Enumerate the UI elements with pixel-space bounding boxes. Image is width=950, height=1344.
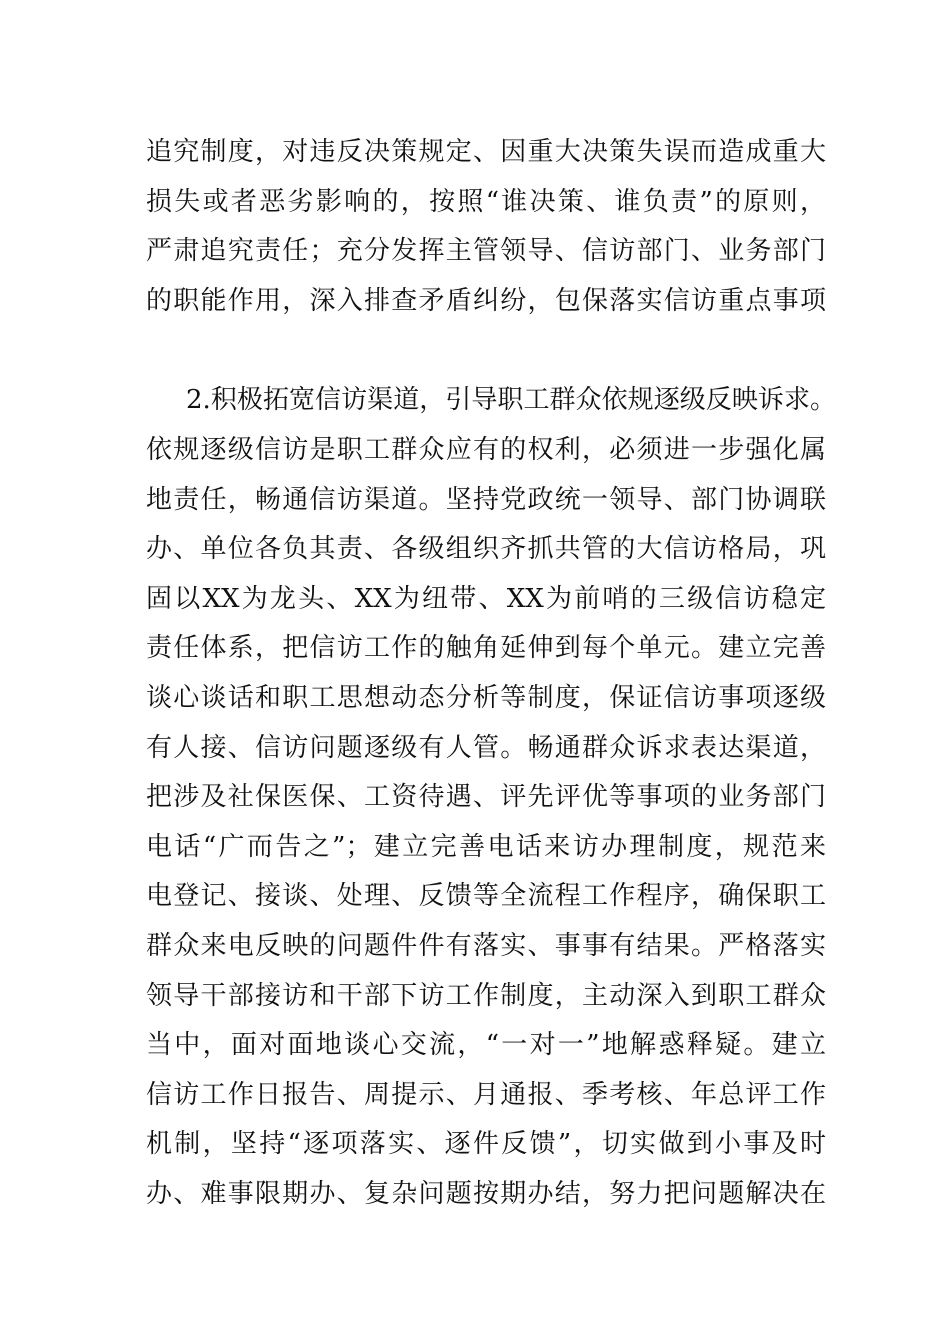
paragraph-2-line-14: 当中，面对面地谈心交流，“一对一”地解惑释疑。建立 xyxy=(146,1030,826,1060)
paragraph-2-line-17: 办、难事限期办、复杂问题按期办结，努力把问题解决在 xyxy=(146,1179,826,1209)
paragraph-2-line-12: 群众来电反映的问题件件有落实、事事有结果。严格落实 xyxy=(146,931,826,961)
paragraph-2-heading-line: 2.积极拓宽信访渠道，引导职工群众依规逐级反映诉求。 xyxy=(186,385,836,415)
paragraph-2-line-13: 领导干部接访和干部下访工作制度，主动深入到职工群众 xyxy=(146,981,826,1011)
paragraph-2-line-4: 办、单位各负其责、各级组织齐抓共管的大信访格局，巩 xyxy=(146,534,826,564)
paragraph-1-line-2: 损失或者恶劣影响的，按照“谁决策、谁负责”的原则， xyxy=(146,187,826,217)
paragraph-2-line-6: 责任体系，把信访工作的触角延伸到每个单元。建立完善 xyxy=(146,633,826,663)
paragraph-2-line-11: 电登记、接谈、处理、反馈等全流程工作程序，确保职工 xyxy=(146,881,826,911)
paragraph-2-line-16: 机制，坚持“逐项落实、逐件反馈”，切实做到小事及时 xyxy=(146,1129,826,1159)
paragraph-1-line-1: 追究制度，对违反决策规定、因重大决策失误而造成重大 xyxy=(146,137,826,167)
paragraph-2-line-15: 信访工作日报告、周提示、月通报、季考核、年总评工作 xyxy=(146,1080,826,1110)
paragraph-2-line-3: 地责任，畅通信访渠道。坚持党政统一领导、部门协调联 xyxy=(146,485,826,515)
paragraph-2-line-9: 把涉及社保医保、工资待遇、评先评优等事项的业务部门 xyxy=(146,782,826,812)
paragraph-1-line-4: 的职能作用，深入排查矛盾纠纷，包保落实信访重点事项 xyxy=(146,286,826,316)
paragraph-2-line-5: 固以XX为龙头、XX为纽带、XX为前哨的三级信访稳定 xyxy=(146,584,826,614)
paragraph-2-line-10: 电话“广而告之”；建立完善电话来访办理制度，规范来 xyxy=(146,832,826,862)
paragraph-2-line-2: 依规逐级信访是职工群众应有的权利，必须进一步强化属 xyxy=(146,435,826,465)
paragraph-2-line-8: 有人接、信访问题逐级有人管。畅通群众诉求表达渠道， xyxy=(146,733,826,763)
paragraph-2-line-7: 谈心谈话和职工思想动态分析等制度，保证信访事项逐级 xyxy=(146,683,826,713)
paragraph-1-line-3: 严肃追究责任；充分发挥主管领导、信访部门、业务部门 xyxy=(146,236,826,266)
